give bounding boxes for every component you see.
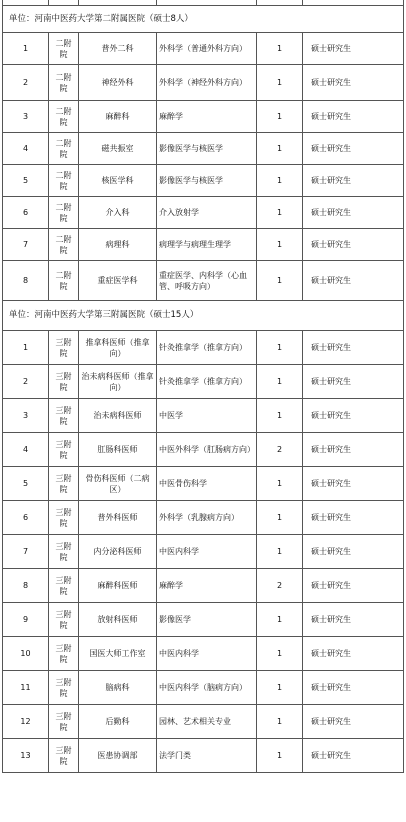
- education-cell: 硕士研究生: [303, 229, 404, 261]
- hospital-cell: 二附院: [49, 165, 79, 197]
- education-cell: 硕士研究生: [303, 331, 404, 365]
- hospital-cell: 三附院: [49, 603, 79, 637]
- table-row: [3, 739, 404, 773]
- table-row: [3, 705, 404, 739]
- row-number-cell: 3: [3, 399, 49, 433]
- education-cell: 硕士研究生: [303, 603, 404, 637]
- hospital-cell: 三附院: [49, 535, 79, 569]
- education-cell: 硕士研究生: [303, 433, 404, 467]
- major-cell: 影像医学与核医学: [157, 165, 257, 197]
- education-cell: 硕士研究生: [303, 365, 404, 399]
- headcount-cell: 1: [257, 501, 303, 535]
- row-number-cell: 2: [3, 65, 49, 101]
- education-cell: 硕士研究生: [303, 33, 404, 65]
- row-number-cell: 13: [3, 739, 49, 773]
- headcount-cell: 1: [257, 229, 303, 261]
- row-number-cell: 3: [3, 101, 49, 133]
- section-title: 单位：河南中医药大学第三附属医院（硕士15人）: [3, 301, 404, 331]
- hospital-cell: 二附院: [49, 197, 79, 229]
- headcount-cell: 1: [257, 467, 303, 501]
- hospital-cell: 三附院: [49, 331, 79, 365]
- headcount-cell: 1: [257, 261, 303, 301]
- row-number-cell: 10: [3, 637, 49, 671]
- headcount-cell: 1: [257, 637, 303, 671]
- major-cell: 法学门类: [157, 739, 257, 773]
- headcount-cell: 1: [257, 671, 303, 705]
- department-cell: 病理科: [79, 229, 157, 261]
- department-cell: 放射科医师: [79, 603, 157, 637]
- major-cell: 麻醉学: [157, 101, 257, 133]
- table-row: [3, 165, 404, 197]
- hospital-cell: 三附院: [49, 637, 79, 671]
- table-row: [3, 535, 404, 569]
- major-cell: 中医内科学: [157, 637, 257, 671]
- section-header-row: [3, 6, 404, 33]
- major-cell: 外科学（普通外科方向）: [157, 33, 257, 65]
- headcount-cell: 1: [257, 705, 303, 739]
- table-row: [3, 229, 404, 261]
- education-cell: 硕士研究生: [303, 261, 404, 301]
- education-cell: 硕士研究生: [303, 671, 404, 705]
- row-number-cell: 1: [3, 331, 49, 365]
- table-row: [3, 637, 404, 671]
- row-number-cell: 2: [3, 365, 49, 399]
- department-cell: 治未病科医师（推拿向）: [79, 365, 157, 399]
- education-cell: 硕士研究生: [303, 65, 404, 101]
- hospital-cell: 三附院: [49, 365, 79, 399]
- hospital-cell: 三附院: [49, 467, 79, 501]
- table-row: [3, 133, 404, 165]
- major-cell: 影像医学与核医学: [157, 133, 257, 165]
- table-row: [3, 197, 404, 229]
- major-cell: 中医学: [157, 399, 257, 433]
- table-row: [3, 671, 404, 705]
- department-cell: 推拿科医师（推拿向）: [79, 331, 157, 365]
- education-cell: 硕士研究生: [303, 399, 404, 433]
- major-cell: 中医外科学（肛肠病方向）: [157, 433, 257, 467]
- department-cell: 神经外科: [79, 65, 157, 101]
- headcount-cell: 2: [257, 433, 303, 467]
- headcount-cell: 1: [257, 331, 303, 365]
- hospital-cell: 三附院: [49, 739, 79, 773]
- hospital-cell: 二附院: [49, 65, 79, 101]
- row-number-cell: 11: [3, 671, 49, 705]
- headcount-cell: 1: [257, 33, 303, 65]
- headcount-cell: 1: [257, 535, 303, 569]
- hospital-cell: 三附院: [49, 569, 79, 603]
- hospital-cell: 二附院: [49, 261, 79, 301]
- department-cell: 治未病科医师: [79, 399, 157, 433]
- row-number-cell: 8: [3, 261, 49, 301]
- education-cell: 硕士研究生: [303, 165, 404, 197]
- table-row: [3, 467, 404, 501]
- recruitment-table: [2, 0, 404, 773]
- row-number-cell: 5: [3, 165, 49, 197]
- education-cell: 硕士研究生: [303, 705, 404, 739]
- department-cell: 麻醉科医师: [79, 569, 157, 603]
- table-row: [3, 261, 404, 301]
- table-row: [3, 365, 404, 399]
- row-number-cell: 6: [3, 197, 49, 229]
- headcount-cell: 1: [257, 165, 303, 197]
- hospital-cell: 二附院: [49, 133, 79, 165]
- major-cell: 园林、艺术相关专业: [157, 705, 257, 739]
- major-cell: 重症医学、内科学（心血管、呼吸方向）: [157, 261, 257, 301]
- headcount-cell: 1: [257, 197, 303, 229]
- education-cell: 硕士研究生: [303, 467, 404, 501]
- table-row: [3, 569, 404, 603]
- education-cell: 硕士研究生: [303, 133, 404, 165]
- education-cell: 硕士研究生: [303, 739, 404, 773]
- table-row: [3, 101, 404, 133]
- education-cell: 硕士研究生: [303, 535, 404, 569]
- hospital-cell: 二附院: [49, 101, 79, 133]
- hospital-cell: 三附院: [49, 501, 79, 535]
- headcount-cell: 1: [257, 101, 303, 133]
- table-row: [3, 603, 404, 637]
- department-cell: 重症医学科: [79, 261, 157, 301]
- table-row: [3, 65, 404, 101]
- department-cell: 后勤科: [79, 705, 157, 739]
- department-cell: 脑病科: [79, 671, 157, 705]
- department-cell: 普外二科: [79, 33, 157, 65]
- department-cell: 核医学科: [79, 165, 157, 197]
- headcount-cell: 1: [257, 399, 303, 433]
- department-cell: 国医大师工作室: [79, 637, 157, 671]
- department-cell: 普外科医师: [79, 501, 157, 535]
- hospital-cell: 二附院: [49, 229, 79, 261]
- table-row: [3, 33, 404, 65]
- major-cell: 病理学与病理生理学: [157, 229, 257, 261]
- department-cell: 内分泌科医师: [79, 535, 157, 569]
- row-number-cell: 1: [3, 33, 49, 65]
- hospital-cell: 三附院: [49, 671, 79, 705]
- section-title: 单位：河南中医药大学第二附属医院（硕士8人）: [3, 6, 404, 33]
- table-row: [3, 399, 404, 433]
- major-cell: 中医骨伤科学: [157, 467, 257, 501]
- section-header-row: [3, 301, 404, 331]
- department-cell: 医患协调部: [79, 739, 157, 773]
- headcount-cell: 1: [257, 365, 303, 399]
- hospital-cell: 三附院: [49, 433, 79, 467]
- hospital-cell: 三附院: [49, 705, 79, 739]
- headcount-cell: 1: [257, 133, 303, 165]
- major-cell: 针灸推拿学（推拿方向）: [157, 365, 257, 399]
- education-cell: 硕士研究生: [303, 197, 404, 229]
- row-number-cell: 7: [3, 229, 49, 261]
- table-row: [3, 331, 404, 365]
- department-cell: 磁共振室: [79, 133, 157, 165]
- major-cell: 麻醉学: [157, 569, 257, 603]
- row-number-cell: 12: [3, 705, 49, 739]
- major-cell: 外科学（神经外科方向）: [157, 65, 257, 101]
- major-cell: 针灸推拿学（推拿方向）: [157, 331, 257, 365]
- department-cell: 骨伤科医师（二病区）: [79, 467, 157, 501]
- row-number-cell: 6: [3, 501, 49, 535]
- row-number-cell: 4: [3, 433, 49, 467]
- education-cell: 硕士研究生: [303, 569, 404, 603]
- department-cell: 麻醉科: [79, 101, 157, 133]
- row-number-cell: 7: [3, 535, 49, 569]
- department-cell: 肛肠科医师: [79, 433, 157, 467]
- row-number-cell: 8: [3, 569, 49, 603]
- department-cell: 介入科: [79, 197, 157, 229]
- row-number-cell: 5: [3, 467, 49, 501]
- major-cell: 介入放射学: [157, 197, 257, 229]
- education-cell: 硕士研究生: [303, 501, 404, 535]
- major-cell: 中医内科学: [157, 535, 257, 569]
- table-row: [3, 501, 404, 535]
- major-cell: 中医内科学（脑病方向）: [157, 671, 257, 705]
- hospital-cell: 三附院: [49, 399, 79, 433]
- education-cell: 硕士研究生: [303, 637, 404, 671]
- headcount-cell: 1: [257, 739, 303, 773]
- table-row: [3, 433, 404, 467]
- hospital-cell: 二附院: [49, 33, 79, 65]
- major-cell: 影像医学: [157, 603, 257, 637]
- headcount-cell: 2: [257, 569, 303, 603]
- row-number-cell: 4: [3, 133, 49, 165]
- headcount-cell: 1: [257, 65, 303, 101]
- row-number-cell: 9: [3, 603, 49, 637]
- education-cell: 硕士研究生: [303, 101, 404, 133]
- major-cell: 外科学（乳腺病方向）: [157, 501, 257, 535]
- headcount-cell: 1: [257, 603, 303, 637]
